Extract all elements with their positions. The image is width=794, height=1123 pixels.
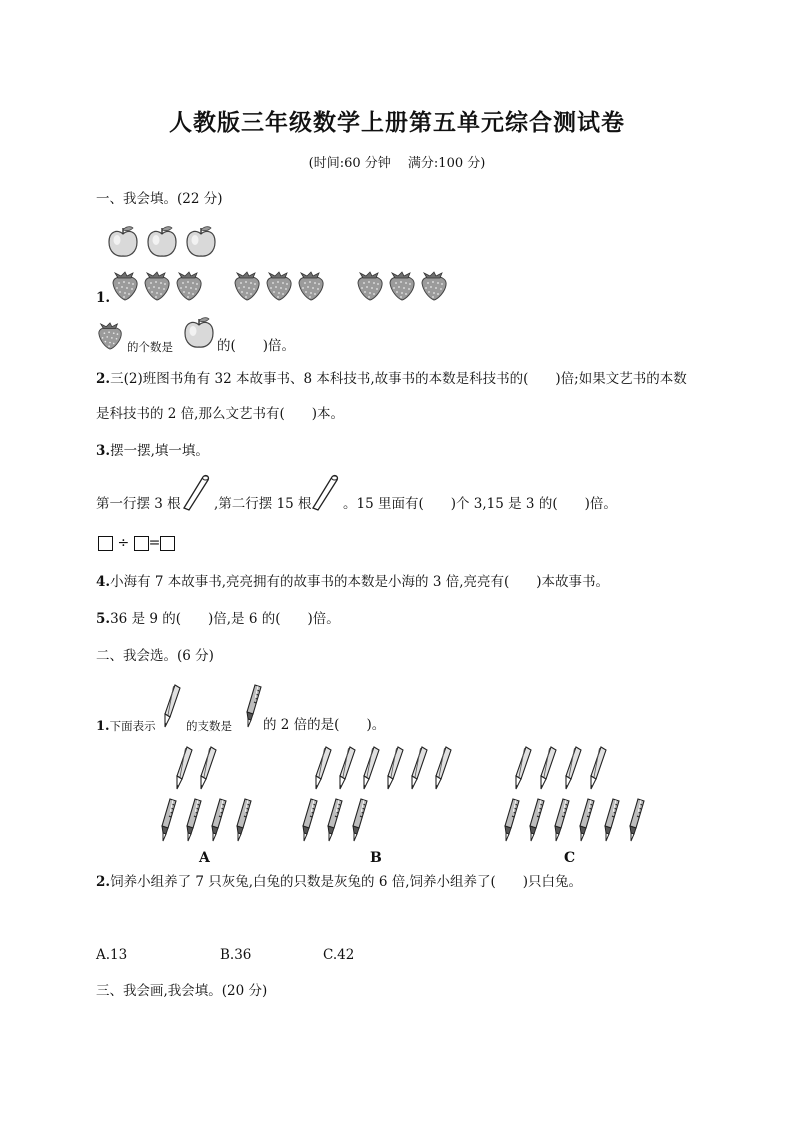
question-4	[96, 573, 609, 591]
q3-row-c: 。15 里面有( )个 3,15 是 3 的( )倍。	[343, 496, 617, 512]
pencil-icon	[432, 746, 452, 790]
q3-row-a: 第一行摆 3 根	[96, 496, 181, 512]
pen-icon	[207, 798, 227, 842]
pen-icon	[232, 798, 252, 842]
pencil-icon	[512, 746, 532, 790]
pen-icon	[298, 798, 318, 842]
pencil-icon	[336, 746, 356, 790]
section2-heading: 二、我会选。(6 分)	[96, 648, 214, 664]
strawberry-icon	[296, 271, 326, 301]
apple-icon	[145, 225, 179, 259]
pen-icon	[242, 684, 262, 728]
stick-icon	[180, 472, 212, 512]
pencil-icon	[562, 746, 582, 790]
answer-box[interactable]	[134, 536, 149, 551]
pen-icon	[575, 798, 595, 842]
question-3	[96, 442, 209, 460]
strawberry-icon	[387, 271, 417, 301]
question-number: 5.	[96, 611, 111, 627]
question-text: 饲养小组养了 7 只灰兔,白兔的只数是灰兔的 6 倍,饲养小组养了( )只白兔。	[110, 874, 583, 890]
pencil-icon	[312, 746, 332, 790]
pen-icon	[625, 798, 645, 842]
stick-icon	[309, 472, 341, 512]
exam-info: (时间:60 分钟 满分:100 分)	[308, 156, 486, 171]
q3-row-b: ,第二行摆 15 根	[214, 496, 312, 512]
apple-icon	[184, 225, 218, 259]
pen-icon	[500, 798, 520, 842]
strawberry-icon	[110, 271, 140, 301]
q-part2: 的支数是	[186, 719, 232, 733]
strawberry-icon	[232, 271, 262, 301]
divide-sign: ÷	[117, 535, 130, 551]
question-text: 36 是 9 的( )倍,是 6 的( )倍。	[110, 611, 340, 627]
section1-heading: 一、我会填。(22 分)	[96, 191, 223, 207]
pencil-icon	[537, 746, 557, 790]
q1-text-part2: 的( )倍。	[217, 338, 296, 354]
option-b-label[interactable]: B	[370, 850, 382, 866]
question-text: 摆一摆,填一填。	[110, 443, 209, 459]
question-number: 1.	[96, 290, 111, 306]
question-text: 三(2)班图书角有 32 本故事书、8 本科技书,故事书的本数是科技书的( )倍;如果文艺书的本数	[110, 371, 687, 387]
pencil-icon	[173, 746, 193, 790]
pen-icon	[600, 798, 620, 842]
question-number: 4.	[96, 574, 111, 590]
question-2-line2: 是科技书的 2 倍,那么文艺书有( )本。	[96, 406, 344, 422]
question-number: 2.	[96, 874, 111, 890]
choice-b[interactable]: B.36	[220, 947, 252, 963]
apple-icon	[106, 225, 140, 259]
choice-a[interactable]: A.13	[96, 947, 128, 963]
answer-box[interactable]	[98, 536, 113, 551]
pen-icon	[550, 798, 570, 842]
question-5	[96, 610, 340, 628]
question-number: 1.	[96, 719, 110, 734]
choice-c[interactable]: C.42	[323, 947, 355, 963]
question-2-line1	[96, 370, 687, 388]
question-number: 2.	[96, 371, 111, 387]
pen-icon	[348, 798, 368, 842]
question-2-1	[96, 718, 156, 734]
q1-text-part1: 的个数是	[127, 340, 173, 354]
strawberry-icon	[174, 271, 204, 301]
pencil-icon	[197, 746, 217, 790]
pen-icon	[323, 798, 343, 842]
option-a-label[interactable]: A	[199, 850, 210, 866]
pencil-icon	[360, 746, 380, 790]
page-title: 人教版三年级数学上册第五单元综合测试卷	[169, 109, 625, 136]
question-text: 下面表示	[109, 719, 156, 733]
pen-icon	[525, 798, 545, 842]
strawberry-icon	[355, 271, 385, 301]
strawberry-icon	[96, 322, 124, 350]
section3-heading: 三、我会画,我会填。(20 分)	[96, 983, 268, 999]
division-equation	[98, 535, 175, 551]
apple-icon	[182, 316, 216, 350]
equals-sign: =	[148, 535, 161, 551]
question-text: 小海有 7 本故事书,亮亮拥有的故事书的本数是小海的 3 倍,亮亮有( )本故事书。	[110, 574, 610, 590]
strawberry-icon	[142, 271, 172, 301]
question-2-2	[96, 873, 582, 891]
option-c-label[interactable]: C	[564, 850, 576, 866]
answer-box[interactable]	[160, 536, 175, 551]
strawberry-icon	[419, 271, 449, 301]
pencil-icon	[587, 746, 607, 790]
strawberry-icon	[264, 271, 294, 301]
q-part3: 的 2 倍的是( )。	[263, 717, 386, 733]
pen-icon	[182, 798, 202, 842]
pen-icon	[157, 798, 177, 842]
question-number: 3.	[96, 443, 111, 459]
pencil-icon	[408, 746, 428, 790]
pencil-icon	[161, 684, 181, 728]
pencil-icon	[384, 746, 404, 790]
